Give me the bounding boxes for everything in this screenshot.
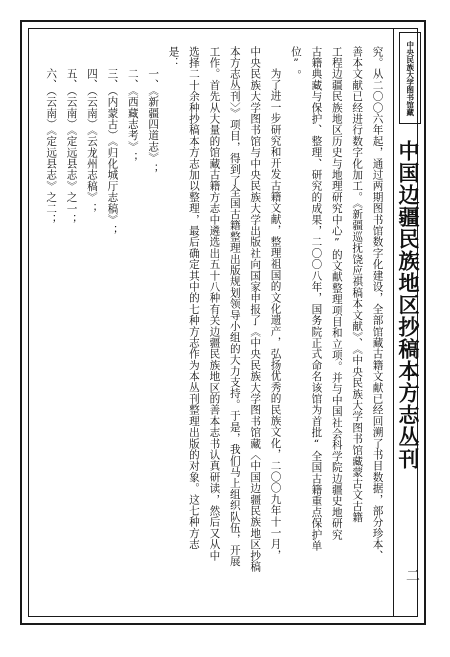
series-title: 中国边疆民族地区抄稿本方志丛刊 bbox=[396, 140, 421, 470]
text-column: 古籍典藏与保护、整理、研究的成果，二〇〇八年，国务院正式命名该馆为首批“全国古籍重点保护单 bbox=[310, 46, 323, 552]
page-number: 二 bbox=[404, 568, 420, 582]
text-column: 位”。 bbox=[289, 46, 302, 81]
text-column: 一、《新疆四道志》； bbox=[147, 68, 160, 175]
text-column: 为了进一步研究和开发古籍文献，整理祖国的文化遗产，弘扬优秀的民族文化，二〇〇九年十一月， bbox=[269, 68, 282, 561]
text-column: 是： bbox=[167, 46, 180, 69]
text-column: 二、《西藏志考》； bbox=[126, 68, 139, 164]
text-column: 四、（云南）《云龙州志稿》； bbox=[85, 68, 98, 215]
spine-label: 中央民族大学图书馆藏 bbox=[405, 40, 415, 116]
text-column: 工程边疆民族地区历史与地理研究中心”的文献整理项目和立项。并与中国社会科学院边疆史地研究 bbox=[330, 46, 343, 541]
text-column: 究。从二〇〇六年起，通过两期图书馆数字化建设，全部馆藏古籍文献已经回溯了书目数据，部分珍本、 bbox=[371, 46, 384, 562]
header-divider bbox=[393, 28, 394, 617]
text-column: 本方志丛刊〉》项目，得到了全国古籍整理出版规划领导小组的大力支持。于是，我们马上组织队伍，开展 bbox=[228, 46, 241, 568]
text-column: 六、（云南）《定远县志》之二； bbox=[45, 68, 58, 226]
text-column: 善本文献已经进行数字化加工。《新疆巡抚饶应祺稿本文献》、《中央民族大学图书馆藏蒙古文古籍 bbox=[351, 46, 364, 523]
text-column: 选择二十余种抄稿本方志加以整理，最后确定其中的七种方志作为本丛刊整理出版的对象。这七种方志 bbox=[187, 46, 200, 550]
spine-label-box bbox=[399, 32, 421, 124]
text-column: 工作。首先从大量的馆藏古籍方志中遴选出五十八种有关边疆民族地区的善本志书认真研读，然后又从中 bbox=[208, 46, 221, 562]
text-column: 三、（内蒙古）《归化城厅志稿》； bbox=[106, 68, 119, 237]
text-column: 五、（云南）《定远县志》之一； bbox=[65, 68, 78, 226]
text-column: 中央民族大学图书馆与中央民族大学出版社向国家申报了《中央民族大学图书馆藏〈中国边疆民族地区抄稿 bbox=[249, 46, 262, 573]
